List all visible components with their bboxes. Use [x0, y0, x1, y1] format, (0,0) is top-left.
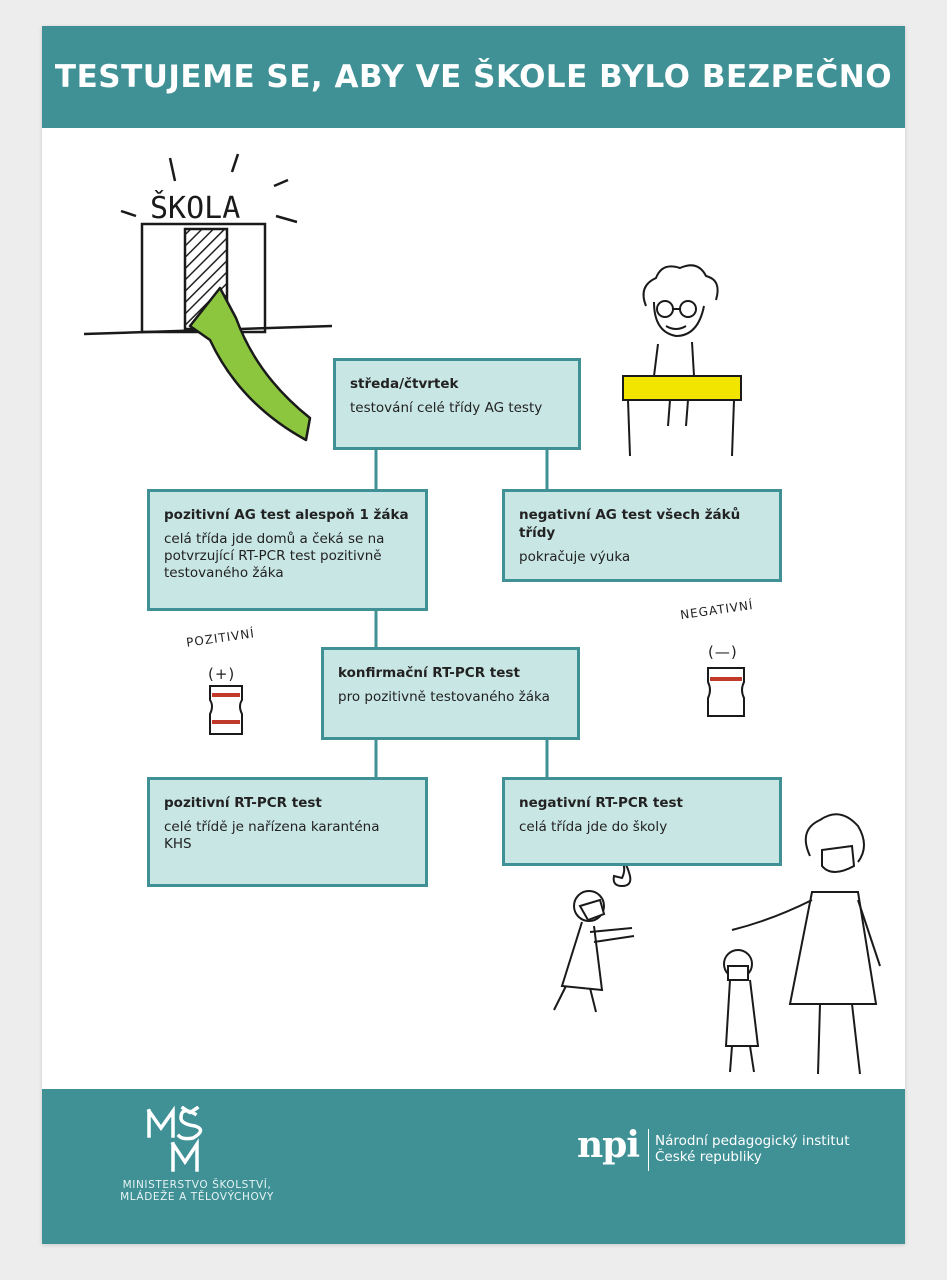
msmt-line: MLÁDEŽE A TĚLOVÝCHOVY [120, 1191, 274, 1203]
box-text-line: celá třída jde domů a čeká se na [164, 531, 385, 547]
school-sign: ŠKOLA [150, 191, 241, 226]
box-text-line: testovaného žáka [164, 565, 284, 581]
npi-name [655, 1133, 849, 1165]
box-confirm-pcr [321, 647, 580, 740]
child-washing-hands-drawing [554, 856, 634, 1012]
box-positive-pcr [147, 777, 428, 887]
positive-symbol: (+) [208, 665, 236, 683]
box-testing-day [333, 358, 581, 450]
page-title: TESTUJEME SE, ABY VE ŠKOLE BYLO BEZPEČNO [54, 59, 893, 95]
box-title: pozitivní AG test alespoň 1 žáka [164, 507, 409, 523]
box-text [164, 819, 411, 853]
box-text: testování celé třídy AG testy [350, 400, 543, 416]
box-title: pozitivní RT-PCR test [164, 795, 322, 811]
negative-symbol: (—) [708, 643, 738, 661]
positive-test-cassette [210, 686, 242, 734]
box-title: negativní AG test všech žáků třídy [519, 507, 741, 541]
npi-line: České republiky [655, 1149, 762, 1165]
box-text: pokračuje výuka [519, 549, 631, 565]
box-negative-pcr [502, 777, 782, 866]
box-text: pro pozitivně testovaného žáka [338, 689, 550, 705]
msmt-name [97, 1179, 297, 1203]
negative-label: NEGATIVNÍ [679, 597, 755, 623]
positive-label: POZITIVNÍ [185, 626, 256, 650]
box-title: negativní RT-PCR test [519, 795, 683, 811]
box-text-line: potvrzující RT-PCR test pozitivně [164, 548, 382, 564]
box-title: středa/čtvrtek [350, 376, 459, 392]
negative-test-cassette [708, 668, 744, 716]
box-text: celá třída jde do školy [519, 819, 668, 835]
box-title: konfirmační RT-PCR test [338, 665, 520, 681]
npi-separator [648, 1129, 649, 1171]
box-positive-ag [147, 489, 428, 611]
msmt-line: MINISTERSTVO ŠKOLSTVÍ, [122, 1179, 272, 1191]
npi-line: Národní pedagogický institut [655, 1133, 850, 1149]
npi-logo: npi [577, 1124, 640, 1166]
box-text-line: celé třídě je nařízena karanténa [164, 819, 380, 835]
green-arrow [190, 288, 310, 440]
child-at-desk-drawing [623, 265, 741, 456]
poster [42, 26, 905, 1244]
box-text [164, 531, 411, 582]
box-negative-ag [502, 489, 782, 582]
msmt-logo [97, 1106, 207, 1178]
box-text-line: KHS [164, 836, 192, 852]
